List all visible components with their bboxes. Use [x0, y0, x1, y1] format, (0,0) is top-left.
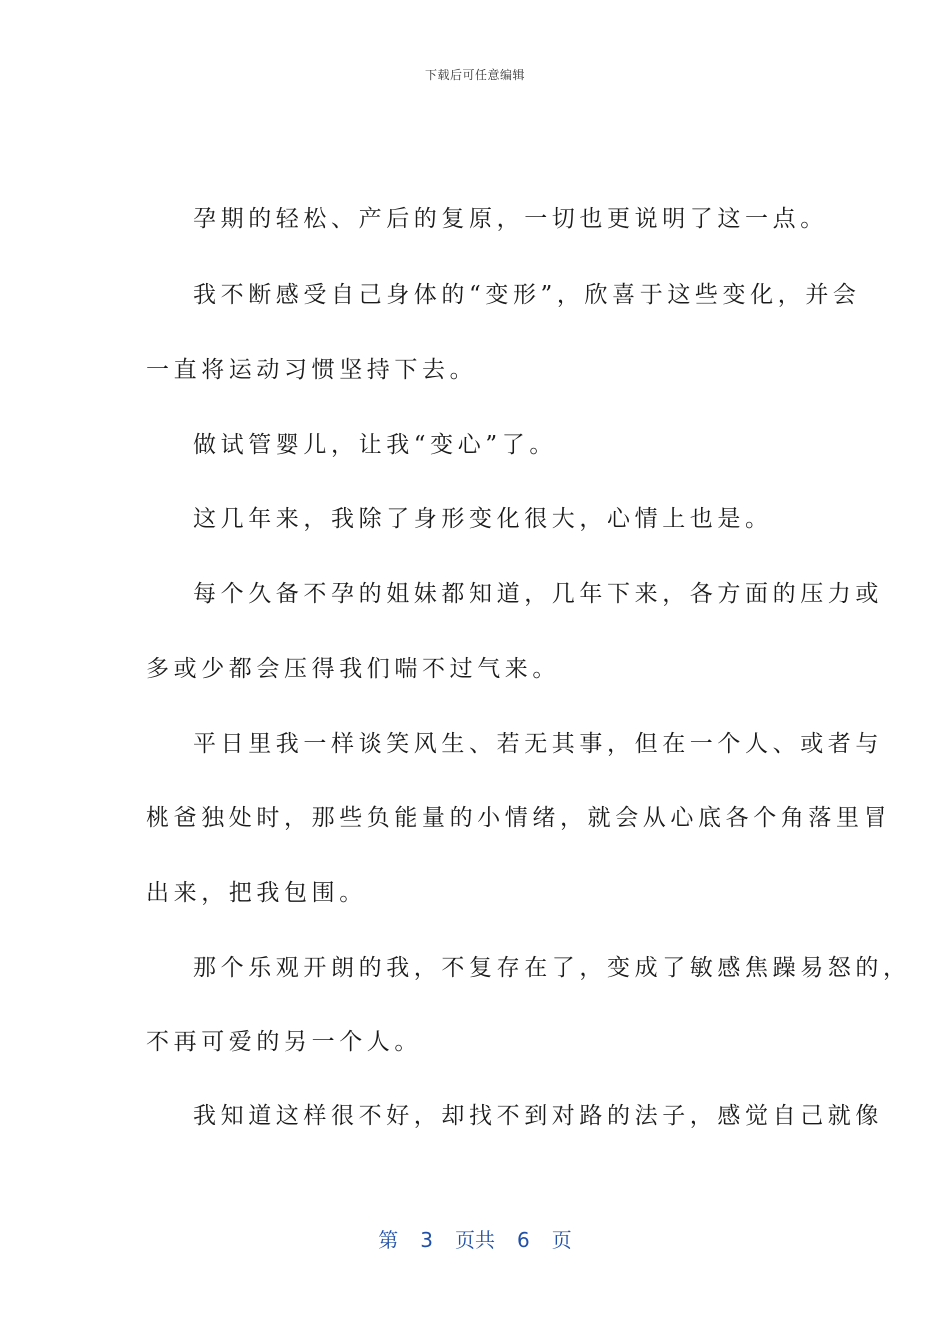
body-line: 不再可爱的另一个人。 — [146, 1029, 422, 1055]
body-line: 一直将运动习惯坚持下去。 — [146, 357, 478, 383]
body-line: 这几年来，我除了身形变化很大，心情上也是。 — [193, 506, 773, 532]
page-prefix: 第 — [378, 1228, 399, 1252]
body-line: 平日里我一样谈笑风生、若无其事，但在一个人、或者与 — [193, 731, 883, 757]
body-line: 我不断感受自己身体的“变形”，欣喜于这些变化，并会 — [193, 282, 861, 308]
body-line: 孕期的轻松、产后的复原，一切也更说明了这一点。 — [193, 206, 828, 232]
body-line: 那个乐观开朗的我，不复存在了，变成了敏感焦躁易怒的， — [193, 955, 911, 981]
body-line: 我知道这样很不好，却找不到对路的法子，感觉自己就像 — [193, 1103, 883, 1129]
header-note: 下载后可任意编辑 — [424, 68, 525, 82]
page-footer — [0, 1224, 950, 1253]
body-line: 多或少都会压得我们喘不过气来。 — [146, 656, 560, 682]
page-suffix: 页 — [551, 1228, 572, 1252]
body-line: 做试管婴儿，让我“变心”了。 — [193, 432, 557, 458]
body-line: 桃爸独处时，那些负能量的小情绪，就会从心底各个角落里冒 — [146, 805, 892, 831]
total-pages-number: 6 — [517, 1228, 530, 1252]
body-line: 出来，把我包围。 — [146, 880, 367, 906]
page-mid: 页共 — [455, 1228, 495, 1252]
body-line: 每个久备不孕的姐妹都知道，几年下来，各方面的压力或 — [193, 581, 883, 607]
current-page-number: 3 — [420, 1228, 433, 1252]
